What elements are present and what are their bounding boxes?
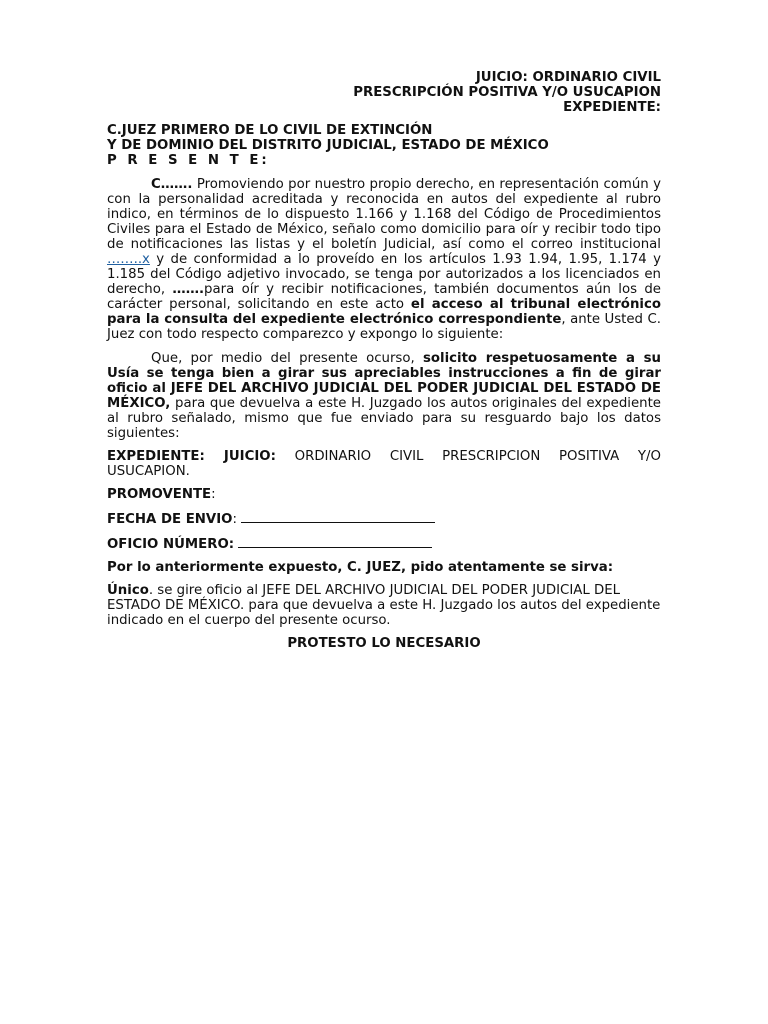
para1-text-c: para oír y recibir notificaciones, también documentos aún los de carácter personal, solicitando en este acto (107, 282, 661, 312)
para1-text-b: y de conformidad a lo proveído en los artículos 1.93 1.94, 1.95, 1.174 y 1.185 del Código adjetivo invocado, se tenga por autorizados a los licenciados en derecho, (107, 252, 661, 297)
case-header (107, 70, 661, 115)
header-expediente: EXPEDIENTE: (563, 100, 661, 115)
field-promovente (107, 487, 661, 502)
field-oficio-numero (107, 535, 661, 552)
document-body (107, 70, 661, 651)
email-link[interactable]: ……..x (107, 252, 150, 267)
header-prescripcion: PRESCRIPCIÓN POSITIVA Y/O USUCAPION (353, 85, 661, 100)
field-expediente (107, 449, 661, 479)
unico-text: . se gire oficio al JEFE DEL ARCHIVO JUDICIAL DEL PODER JUDICIAL DEL ESTADO DE MÉXICO. para que devuelva a este H. Juzgado los autos del expediente indicado en el cuerpo del presente ocurso. (107, 583, 661, 628)
paragraph-promoviendo (107, 177, 661, 342)
field-fecha-colon: : (232, 512, 242, 527)
para2-text-b: para que devuelva a este H. Juzgado los autos originales del expediente al rubro señalado, mismo que fue enviado para su resguardo bajo los datos siguientes: (107, 396, 661, 441)
addressee-line-1: C.JUEZ PRIMERO DE LO CIVIL DE EXTINCIÓN (107, 123, 433, 138)
field-fecha-label: FECHA DE ENVIO (107, 512, 233, 527)
header-juicio: JUICIO: ORDINARIO CIVIL (475, 70, 661, 85)
para2-bold: solicito respetuosamente a su Usía se tenga bien a girar sus apreciables instrucciones a fin de girar oficio al JEFE DEL ARCHIVO JUDICIAL DEL PODER JUDICIAL DEL ESTADO DE MÉXICO, (107, 351, 661, 411)
para2-text-a: Que, por medio del presente ocurso, (151, 351, 423, 366)
paragraph-solicitud (107, 351, 661, 441)
addressee-line-3: P R E S E N T E: (107, 153, 270, 168)
closing-request: Por lo anteriormente expuesto, C. JUEZ, pido atentamente se sirva: (107, 560, 614, 575)
field-promovente-colon: : (211, 487, 216, 502)
addressee-line-2: Y DE DOMINIO DEL DISTRITO JUDICIAL, ESTADO DE MÉXICO (107, 138, 549, 153)
field-expediente-label: EXPEDIENTE: JUICIO: (107, 449, 276, 464)
para1-text-d: , ante Usted C. Juez con todo respecto comparezco y expongo lo siguiente: (107, 312, 661, 342)
field-expediente-value: ORDINARIO CIVIL PRESCRIPCION POSITIVA Y/O USUCAPION. (107, 449, 661, 479)
para1-text-a: Promoviendo por nuestro propio derecho, en representación común y con la personalidad acreditada y reconocida en autos del expediente al rubro indico, en términos de lo dispuesto 1.166 y 1.168 del Código de Procedimientos Civiles para el Estado de México, señalo como domicilio para oír y recibir todo tipo de notificaciones las listas y el boletín Judicial, así como el correo institucional (107, 177, 661, 252)
unico-label: Único (107, 583, 149, 598)
lawyers-placeholder: ……. (172, 282, 205, 297)
field-fecha-envio (107, 510, 661, 527)
field-fecha-blank (241, 510, 435, 523)
paragraph-unico (107, 583, 661, 628)
addressee-block (107, 123, 661, 168)
field-oficio-blank (238, 535, 432, 548)
para1-bold-request: el acceso al tribunal electrónico para la consulta del expediente electrónico correspondiente (107, 297, 661, 327)
promovente-name: C……. (151, 177, 193, 192)
field-oficio-label: OFICIO NÚMERO: (107, 537, 235, 552)
protesto-heading: PROTESTO LO NECESARIO (287, 636, 481, 651)
field-promovente-label: PROMOVENTE (107, 487, 212, 502)
